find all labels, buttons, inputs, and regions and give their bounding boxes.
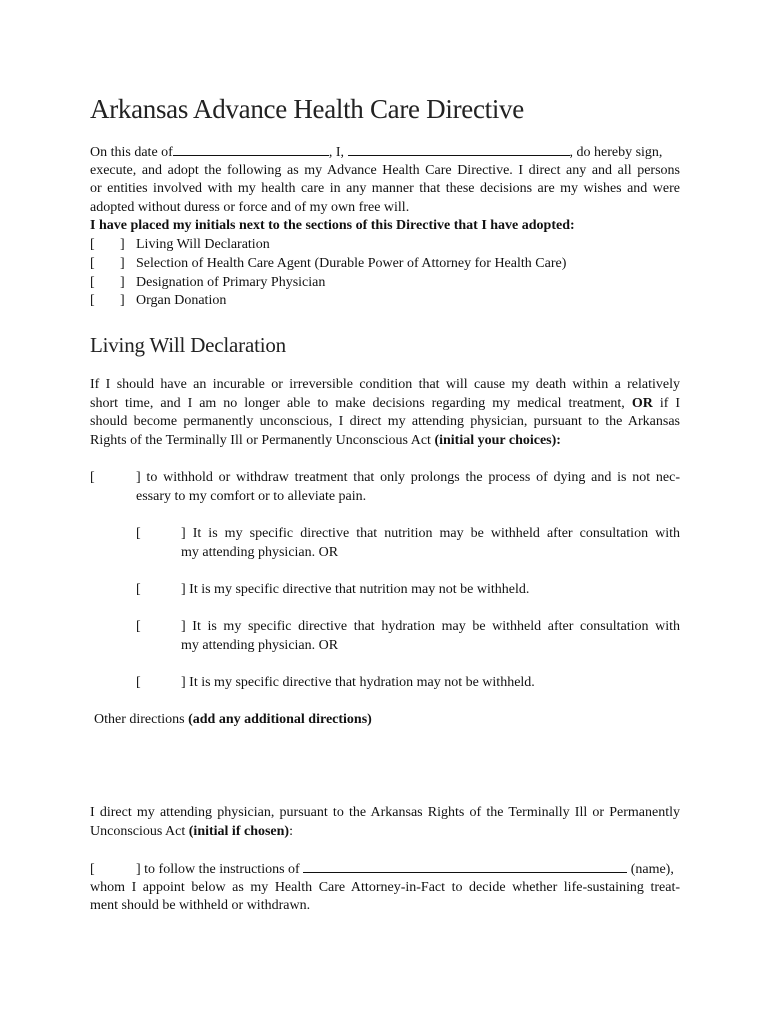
main-option-bracket[interactable]: [ bbox=[90, 470, 95, 485]
intro-line-2: execute, and adopt the following as my Advance Health Care Directive. I direct any and all persons bbox=[90, 162, 680, 178]
or-emphasis: OR bbox=[631, 395, 653, 411]
attorney-paragraph bbox=[90, 804, 680, 841]
lw-line-2-text: short time, and I am no longer able to make decisions regarding my medical treatment, bbox=[90, 395, 625, 411]
sub-option-line-1: ] It is my specific directive that hydration may not be withheld. bbox=[181, 675, 535, 690]
intro-line-3: or entities involved with my health care in any manner that these decisions are my wishes and were bbox=[90, 181, 680, 197]
attorney-option-line-3: ment should be withheld or withdrawn. bbox=[90, 898, 311, 914]
checklist-label: Designation of Primary Physician bbox=[136, 275, 326, 290]
other-directions-hint: (add any additional directions) bbox=[188, 712, 372, 727]
sub-option-3-text bbox=[181, 618, 680, 655]
sub-option-1-text bbox=[181, 525, 680, 562]
intro-paragraph bbox=[90, 143, 680, 236]
lw-act-name: Rights of the Terminally Ill or Permanently Unconscious Act bbox=[90, 432, 431, 448]
sub-option-2-bracket[interactable]: [ bbox=[136, 582, 141, 597]
sub-option-1-bracket[interactable]: [ bbox=[136, 526, 141, 541]
sub-option-line-2: my attending physician. OR bbox=[181, 544, 339, 560]
lw-line-3: should become permanently unconscious, I direct my attending physician, pursuant to the Arkansas bbox=[90, 414, 680, 430]
attorney-colon: : bbox=[289, 823, 293, 839]
lw-line-2-end: if I bbox=[659, 395, 681, 411]
attorney-line-1: I direct my attending physician, pursuant to the Arkansas Rights of the Terminally Ill or Permanently bbox=[90, 805, 680, 820]
sub-option-line-2: my attending physician. OR bbox=[181, 637, 339, 653]
checkbox-open-bracket: [ bbox=[90, 275, 95, 290]
other-directions-label: Other directions bbox=[94, 712, 185, 727]
lw-line-2 bbox=[90, 395, 680, 414]
attorney-name-label: (name), bbox=[630, 862, 674, 877]
attorney-option bbox=[90, 860, 680, 916]
checkbox-close-bracket: ] bbox=[120, 237, 125, 252]
checkbox-close-bracket: ] bbox=[120, 256, 125, 271]
sub-option-line-1: ] It is my specific directive that nutrition may not be withheld. bbox=[181, 582, 530, 597]
initial-if-chosen: (initial if chosen) bbox=[188, 823, 290, 839]
checkbox-close-bracket: ] bbox=[120, 293, 125, 308]
attorney-option-line-1 bbox=[90, 860, 680, 879]
main-option-line-2: essary to my comfort or to alleviate pain. bbox=[136, 488, 367, 504]
intro-sign-label: , do hereby sign, bbox=[569, 145, 663, 160]
attorney-option-line-2: whom I appoint below as my Health Care Attorney-in-Fact to decide whether life-sustaining treat- bbox=[90, 879, 680, 895]
other-directions-field[interactable] bbox=[90, 735, 680, 795]
checklist-label: Living Will Declaration bbox=[136, 237, 270, 252]
checkbox-open-bracket: [ bbox=[90, 293, 95, 308]
checkbox-open-bracket: [ bbox=[90, 237, 95, 252]
checkbox-open-bracket: [ bbox=[90, 256, 95, 271]
intro-line-4: adopted without duress or force and of my own free will. bbox=[90, 199, 410, 215]
checklist-label: Selection of Health Care Agent (Durable Power of Attorney for Health Care) bbox=[136, 256, 567, 271]
document-title: Arkansas Advance Health Care Directive bbox=[90, 94, 524, 124]
sub-option-line-1: ] It is my specific directive that hydration may be withheld after consultation with bbox=[181, 619, 680, 634]
sub-option-4-text bbox=[181, 674, 680, 693]
checklist-label: Organ Donation bbox=[136, 293, 227, 308]
main-option-line-1: ] to withhold or withdraw treatment that only prolongs the process of dying and is not nec- bbox=[136, 470, 680, 485]
intro-date-label: On this date of bbox=[90, 145, 173, 160]
attorney-option-text: ] to follow the instructions of bbox=[136, 862, 300, 877]
initial-your-choices: (initial your choices): bbox=[434, 432, 561, 448]
main-option-text bbox=[136, 469, 680, 506]
living-will-heading: Living Will Declaration bbox=[90, 333, 286, 357]
intro-i-label: , I, bbox=[328, 145, 344, 160]
name-blank-field[interactable] bbox=[348, 143, 570, 156]
other-directions bbox=[94, 711, 372, 730]
attorney-act-name: Unconscious Act bbox=[90, 823, 186, 839]
attorney-option-bracket[interactable]: [ bbox=[90, 862, 95, 877]
attorney-name-blank-field[interactable] bbox=[303, 860, 627, 873]
sub-option-2-text bbox=[181, 581, 680, 600]
lw-line-4 bbox=[90, 432, 680, 451]
intro-line-1 bbox=[90, 143, 680, 162]
attorney-line-2 bbox=[90, 823, 680, 842]
lw-line-1: If I should have an incurable or irreversible condition that will cause my death within a relatively bbox=[90, 377, 680, 392]
living-will-paragraph bbox=[90, 376, 680, 450]
sub-option-4-bracket[interactable]: [ bbox=[136, 675, 141, 690]
sub-option-line-1: ] It is my specific directive that nutrition may be withheld after consultation with bbox=[181, 526, 680, 541]
initials-heading: I have placed my initials next to the sections of this Directive that I have adopted: bbox=[90, 218, 575, 234]
checkbox-close-bracket: ] bbox=[120, 275, 125, 290]
sub-option-3-bracket[interactable]: [ bbox=[136, 619, 141, 634]
date-blank-field[interactable] bbox=[173, 143, 329, 156]
